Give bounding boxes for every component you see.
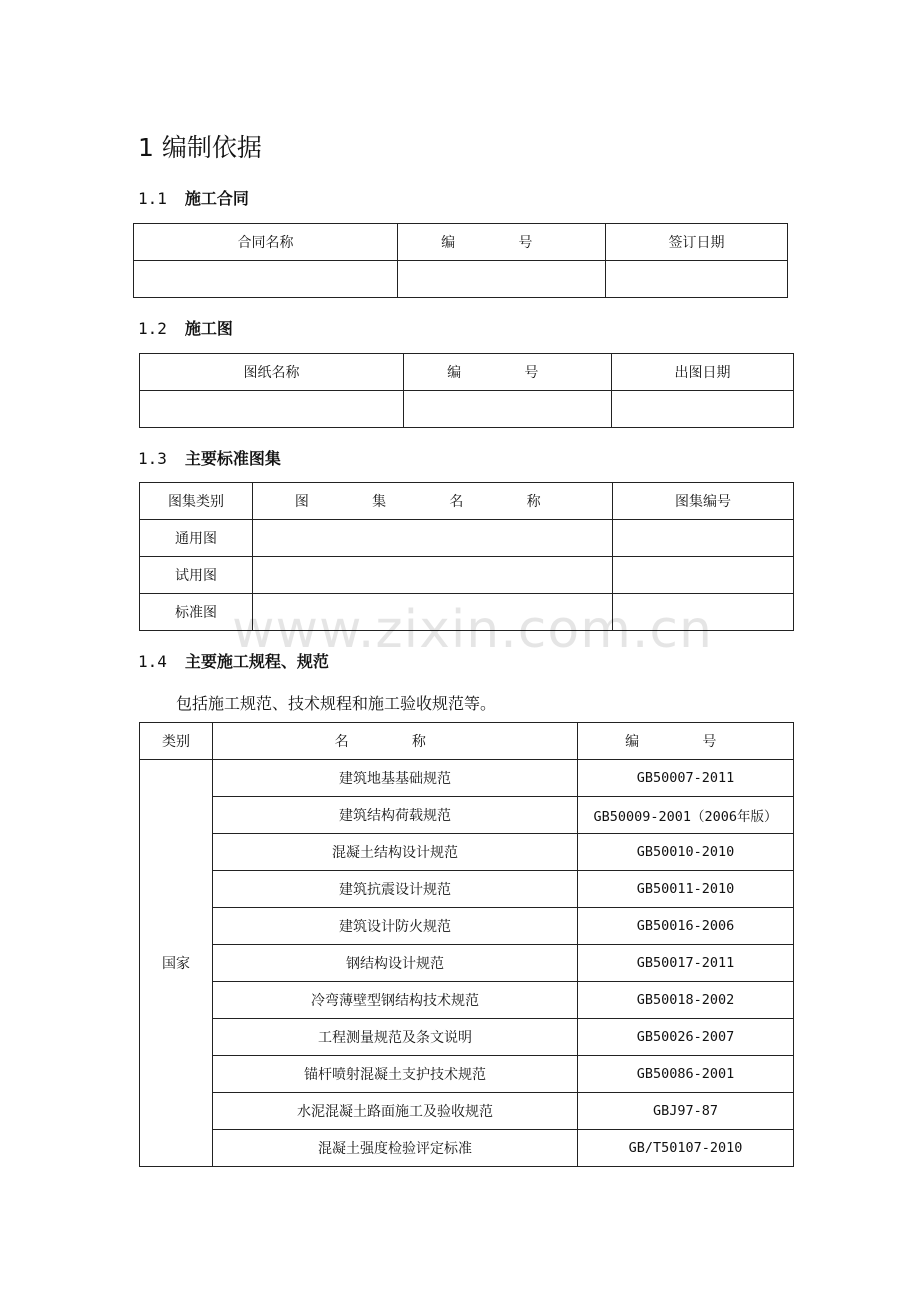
regulation-code: GB50010-2010 [578,834,794,871]
table-cell [253,557,613,594]
drawings-table [139,353,794,428]
regulation-name: 混凝土强度检验评定标准 [213,1130,578,1167]
regulation-code: GB/T50107-2010 [578,1130,794,1167]
table-cell [606,261,788,298]
section-heading-contract [138,186,249,209]
table-cell [612,391,794,428]
regulation-name: 工程测量规范及条文说明 [213,1019,578,1056]
table-header-row [140,483,794,520]
section-title: 主要标准图集 [184,449,281,468]
table-header-row [140,354,794,391]
section-intro: 包括施工规范、技术规程和施工验收规范等。 [176,694,497,713]
table-row [140,908,794,945]
table-row [140,797,794,834]
table-cell [398,261,606,298]
header-cell: 图纸名称 [140,354,404,391]
table-cell [613,557,794,594]
section-number: 1.4 [138,652,167,671]
table-row [140,982,794,1019]
table-row [140,1093,794,1130]
regulation-name: 钢结构设计规范 [213,945,578,982]
regulation-code: GB50018-2002 [578,982,794,1019]
contract-table [133,223,788,298]
section-title: 主要施工规程、规范 [184,652,329,671]
regulation-code: GB50011-2010 [578,871,794,908]
header-cell: 图集编号 [613,483,794,520]
table-row [140,1019,794,1056]
regulation-code: GB50009-2001（2006年版） [578,797,794,834]
table-row [134,261,788,298]
table-cell [613,520,794,557]
regulation-name: 建筑地基基础规范 [213,760,578,797]
regulation-name: 混凝土结构设计规范 [213,834,578,871]
table-row [140,834,794,871]
regulation-name: 水泥混凝土路面施工及验收规范 [213,1093,578,1130]
table-cell [253,520,613,557]
section-title: 施工图 [184,319,233,338]
table-cell [404,391,612,428]
page-title: 1 编制依据 [138,133,262,162]
table-row [140,391,794,428]
regulation-name: 建筑结构荷载规范 [213,797,578,834]
table-cell [140,391,404,428]
watermark: www.zixin.com.cn [232,600,713,660]
regulation-name: 冷弯薄壁型钢结构技术规范 [213,982,578,1019]
table-cell: 通用图 [140,520,253,557]
table-row [140,557,794,594]
header-cell: 编 号 [578,723,794,760]
header-cell: 名 称 [213,723,578,760]
regulation-name: 建筑抗震设计规范 [213,871,578,908]
regulation-code: GBJ97-87 [578,1093,794,1130]
section-heading-regulations [138,649,329,672]
category-cell: 国家 [140,760,213,1167]
table-row [140,1056,794,1093]
header-cell: 编 号 [398,224,606,261]
table-row [140,871,794,908]
header-cell: 编 号 [404,354,612,391]
regulation-code: GB50016-2006 [578,908,794,945]
table-cell: 标准图 [140,594,253,631]
table-header-row [140,723,794,760]
table-row [140,1130,794,1167]
regulation-code: GB50086-2001 [578,1056,794,1093]
section-number: 1.3 [138,449,167,468]
section-title: 施工合同 [184,189,249,208]
table-row [140,520,794,557]
section-heading-drawings [138,316,233,339]
table-row [140,945,794,982]
header-cell: 图 集 名 称 [253,483,613,520]
table-cell: 试用图 [140,557,253,594]
regulation-name: 建筑设计防火规范 [213,908,578,945]
regulation-code: GB50017-2011 [578,945,794,982]
header-cell: 出图日期 [612,354,794,391]
header-cell: 类别 [140,723,213,760]
regulation-code: GB50007-2011 [578,760,794,797]
regulation-code: GB50026-2007 [578,1019,794,1056]
table-row [140,760,794,797]
section-number: 1.1 [138,189,167,208]
table-header-row [134,224,788,261]
header-cell: 图集类别 [140,483,253,520]
section-number: 1.2 [138,319,167,338]
header-cell: 合同名称 [134,224,398,261]
regulation-name: 锚杆喷射混凝土支护技术规范 [213,1056,578,1093]
regulations-table [139,722,794,1167]
section-heading-standard-atlases [138,446,281,469]
header-cell: 签订日期 [606,224,788,261]
table-cell [134,261,398,298]
